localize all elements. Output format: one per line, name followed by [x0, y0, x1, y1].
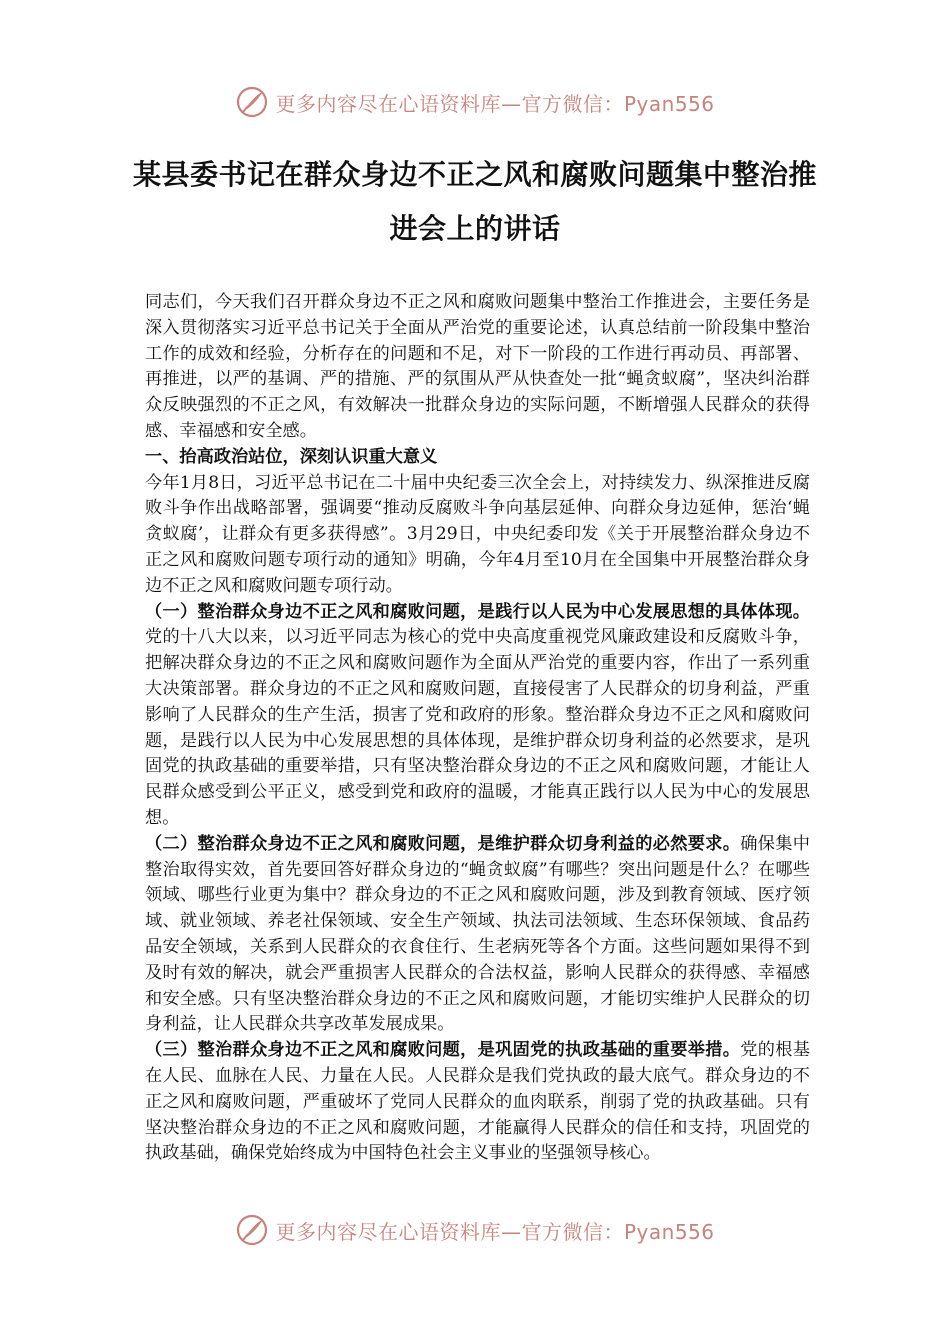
point-lead: （二）整治群众身边不正之风和腐败问题，是维护群众切身利益的必然要求。 — [145, 833, 741, 854]
section-heading: 一、抬高政治站位，深刻认识重大意义 — [145, 446, 438, 467]
point-paragraph — [145, 832, 810, 1038]
intro-paragraph: 同志们，今天我们召开群众身边不正之风和腐败问题集中整治工作推进会，主要任务是深入贯彻落实习近平总书记关于全面从严治党的重要论述，认真总结前一阶段集中整治工作的成效和经验，分析存在的问题和不足，对下一阶段的工作进行再动员、再部署、再推进，以严的基调、严的措施、严的氛围从严从快查处一批“蝇贪蚁腐”，坚决纠治群众反映强烈的不正之风，有效解决一批群众身边的实际问题，不断增强人民群众的获得感、幸福感和安全感。 — [145, 292, 810, 441]
quill-logo-icon — [235, 1213, 269, 1247]
wechat-id: Pyan556 — [623, 91, 715, 116]
point-text: 党的根基在人民、血脉在人民、力量在人民。人民群众是我们党执政的最大底气。群众身边的不正之风和腐败问题，严重破坏了党同人民群众的血肉联系，削弱了党的执政基础。只有坚决整治群众身边的不正之风和腐败问题，才能赢得人民群众的信任和支持，巩固党的执政基础，确保党始终成为中国特色社会主义事业的坚强领导核心。 — [145, 1040, 810, 1164]
point-text: 确保集中整治取得实效，首先要回答好群众身边的“蝇贪蚁腐”有哪些？突出问题是什么？在哪些领域、哪些行业更为集中？群众身边的不正之风和腐败问题，涉及到教育领域、医疗领域、就业领域、养老社保领域、安全生产领域、执法司法领域、生态环保领域、食品药品安全领域，关系到人民群众的衣食住行、生老病死等各个方面。这些问题如果得不到及时有效的解决，就会严重损害人民群众的合法权益，影响人民群众的获得感、幸福感和安全感。只有坚决整治群众身边的不正之风和腐败问题，才能切实维护人民群众的切身利益，让人民群众共享改革发展成果。 — [145, 833, 810, 1035]
point-lead: （一）整治群众身边不正之风和腐败问题，是践行以人民为中心发展思想的具体体现。 — [145, 601, 810, 622]
document-title: 某县委书记在群众身边不正之风和腐败问题集中整治推进会上的讲话 — [132, 158, 817, 245]
quill-logo-icon — [235, 85, 269, 119]
header-watermark-banner — [0, 82, 950, 122]
wechat-id: Pyan556 — [623, 1219, 715, 1244]
point-paragraph — [145, 1038, 810, 1167]
footer-watermark-banner — [0, 1210, 950, 1250]
point-lead: （三）整治群众身边不正之风和腐败问题，是巩固党的执政基础的重要举措。 — [145, 1040, 741, 1061]
document-body — [145, 290, 810, 1167]
banner-text: 更多内容尽在心语资料库—官方微信：Pyan556 — [275, 91, 715, 116]
point-paragraph — [145, 600, 810, 832]
point-text: 党的十八大以来，以习近平同志为核心的党中央高度重视党风廉政建设和反腐败斗争，把解决群众身边的不正之风和腐败问题作为全面从严治党的重要内容，作出了一系列重大决策部署。群众身边的不正之风和腐败问题，直接侵害了人民群众的切身利益，严重影响了人民群众的生产生活，损害了党和政府的形象。整治群众身边不正之风和腐败问题，是践行以人民为中心发展思想的具体体现，是维护群众切身利益的必然要求，是巩固党的执政基础的重要举措，只有坚决整治群众身边的不正之风和腐败问题，才能让人民群众感受到公平正义，感受到党和政府的温暖，才能真正践行以人民为中心的发展思想。 — [145, 627, 810, 828]
section-paragraph: 今年1月8日，习近平总书记在二十届中央纪委三次全会上，对持续发力、纵深推进反腐败斗争作出战略部署，强调要“推动反腐败斗争向基层延伸、向群众身边延伸，惩治‘蝇贪蚁腐’，让群众有更多获得感”。3月29日，中央纪委印发《关于开展整治群众身边不正之风和腐败问题专项行动的通知》明确，今年4月至10月在全国集中开展整治群众身边不正之风和腐败问题专项行动。 — [145, 472, 810, 596]
banner-text: 更多内容尽在心语资料库—官方微信：Pyan556 — [275, 1219, 715, 1244]
